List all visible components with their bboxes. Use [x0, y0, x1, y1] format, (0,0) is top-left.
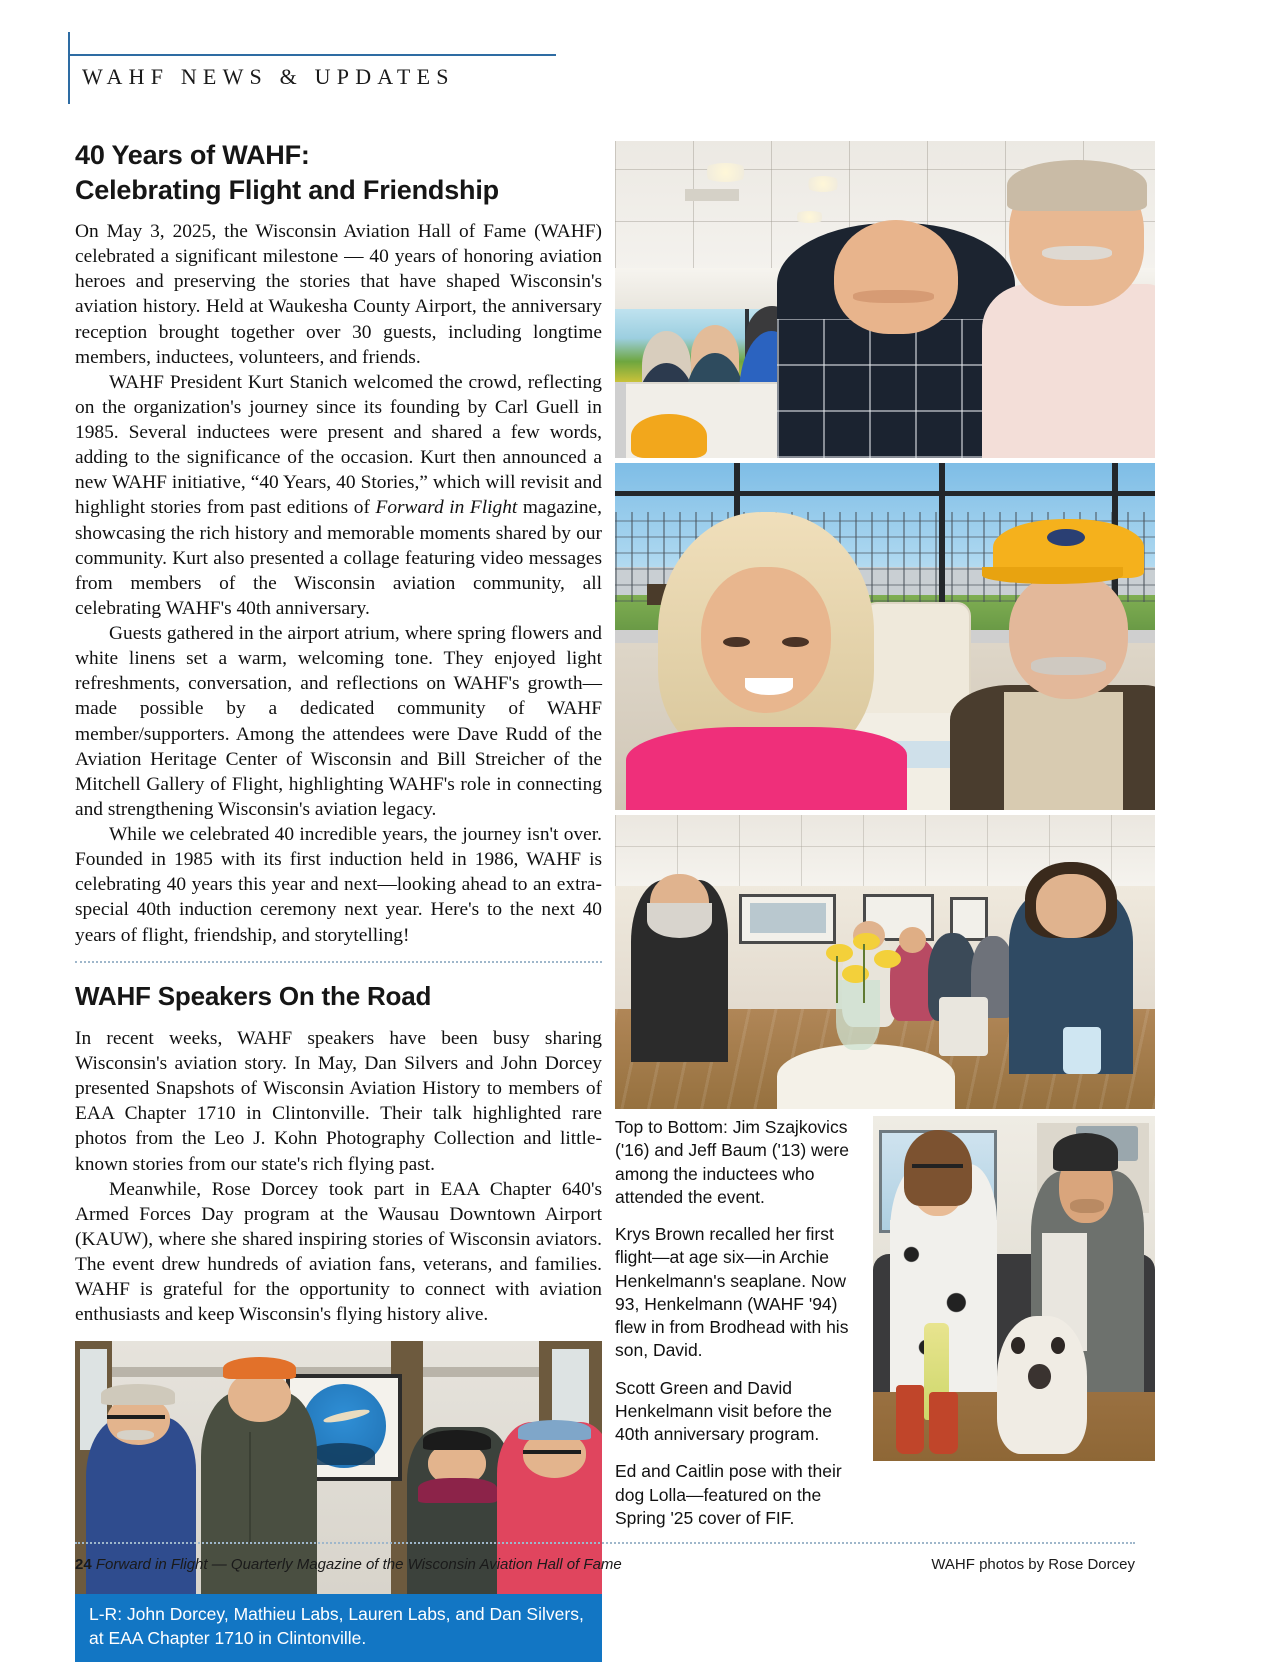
left-column — [75, 138, 602, 1662]
article1-paragraph-1: On May 3, 2025, the Wisconsin Aviation Hall of Fame (WAHF) celebrated a significant milestone — 40 years of honoring aviation heroes and preserving the stories that have shaped Wisconsin's aviation history. Held at Waukesha County Airport, the anniversary reception brought together over 30 guests, including longtime members, inductees, volunteers, and friends. — [75, 221, 602, 368]
article1-paragraph-2 — [75, 370, 602, 621]
side-caption-2: Krys Brown recalled her first flight—at age six—in Archie Henkelmann's seaplane. Now 93, Henkelmann (WAHF '94) flew in from Brodhead with his son, David. — [615, 1224, 849, 1361]
running-head-rule — [68, 54, 556, 56]
running-head-vertical-bar — [68, 32, 70, 104]
running-head-title: WAHF NEWS & UPDATES — [82, 64, 455, 89]
photo-atrium-reception — [615, 815, 1155, 1109]
lower-right-block — [615, 1116, 1155, 1530]
running-head — [68, 32, 1208, 104]
photo-ed-caitlin-with-dog — [873, 1116, 1155, 1461]
article1-paragraph-4: While we celebrated 40 incredible years, the journey isn't over. Founded in 1985 with its first induction held in 1986, WAHF is celebrating 40 years this year and next—looking ahead to an extra-special 40th induction ceremony next year. Here's to the next 40 years of flight, friendship, and storytelling! — [75, 824, 602, 946]
side-caption-4: Ed and Caitlin pose with their dog Lolla—featured on the Spring '25 cover of FIF. — [615, 1461, 842, 1528]
side-captions — [615, 1116, 863, 1530]
footer-magazine-line: Forward in Flight — Quarterly Magazine of the Wisconsin Aviation Hall of Fame — [95, 1556, 622, 1573]
footer-divider — [75, 1542, 1135, 1544]
article1-paragraph-2-head: WAHF President Kurt Stanich welcomed the crowd, reflecting on the organization's journey since its founding by Carl Guell in 1985. Several inductees were present and shared a few words, adding to the significance of the occasion. Kurt then announced a new WAHF initiative, “40 Years, 40 Stories,” which will revisit and highlight stories from past editions of — [75, 371, 602, 519]
article2-headline: WAHF Speakers On the Road — [75, 980, 432, 1011]
photo-caption-blue — [75, 1594, 602, 1661]
article1-headline — [75, 138, 602, 207]
photo-caption-line1: L-R: John Dorcey, Mathieu Labs, Lauren Labs, and Dan Silvers, — [89, 1604, 584, 1625]
article1-paragraph-3: Guests gathered in the airport atrium, where spring flowers and white linens set a warm, welcoming tone. They enjoyed light refreshments, conversation, and reflections on WAHF's growth—made possible by a dedicated community of WAHF member/supporters. Among the attendees were Dave Rudd of the Aviation Heritage Center of Wisconsin and Bill Streicher of the Mitchell Gallery of Flight, highlighting WAHF's role in connecting and strengthening Wisconsin's aviation legacy. — [75, 623, 602, 820]
side-caption-1: Top to Bottom: Jim Szajkovics ('16) and Jeff Baum ('13) were among the inductees who attended the event. — [615, 1117, 849, 1207]
side-caption-3: Scott Green and David Henkelmann visit before the 40th anniversary program. — [615, 1377, 832, 1445]
footer-photo-credit: WAHF photos by Rose Dorcey — [931, 1556, 1135, 1573]
article2-paragraph-1: In recent weeks, WAHF speakers have been busy sharing Wisconsin's aviation story. In May, Dan Silvers and John Dorcey presented Snapshots of Wisconsin Aviation History to members of EAA Chapter 1710 in Clintonville. Their talk highlighted rare photos from the Leo J. Kohn Photography Collection and little-known stories from our state's rich flying past. — [75, 1027, 602, 1175]
article2-paragraph-2: Meanwhile, Rose Dorcey took part in EAA Chapter 640's Armed Forces Day program at the Wausau Downtown Airport (KAUW), where she shared inspiring stories of Wisconsin aviators. The event drew hundreds of aviation fans, veterans, and families. WAHF is grateful for the opportunity to connect with aviation enthusiasts and keep Wisconsin's flying history alive. — [75, 1178, 602, 1326]
photo-two-inductees — [615, 141, 1155, 458]
right-column — [615, 141, 1155, 1530]
article1-headline-line2: Celebrating Flight and Friendship — [75, 174, 499, 205]
article1-paragraph-2-tail: magazine, showcasing the rich history and memorable moments shared by our community. Kurt also presented a collage featuring video messages from members of the Wisconsin aviation community, all celebrating WAHF's 40th anniversary. — [75, 497, 602, 619]
section-divider — [75, 961, 602, 963]
photo-caption-line2: at EAA Chapter 1710 in Clintonville. — [89, 1628, 367, 1649]
magazine-title-italic: Forward in Flight — [375, 497, 518, 519]
footer-page-number: 24 — [75, 1556, 92, 1573]
article1-headline-line1: 40 Years of WAHF: — [75, 140, 310, 170]
footer-left — [75, 1556, 622, 1573]
photo-krys-brown-and-henkelmann — [615, 463, 1155, 810]
